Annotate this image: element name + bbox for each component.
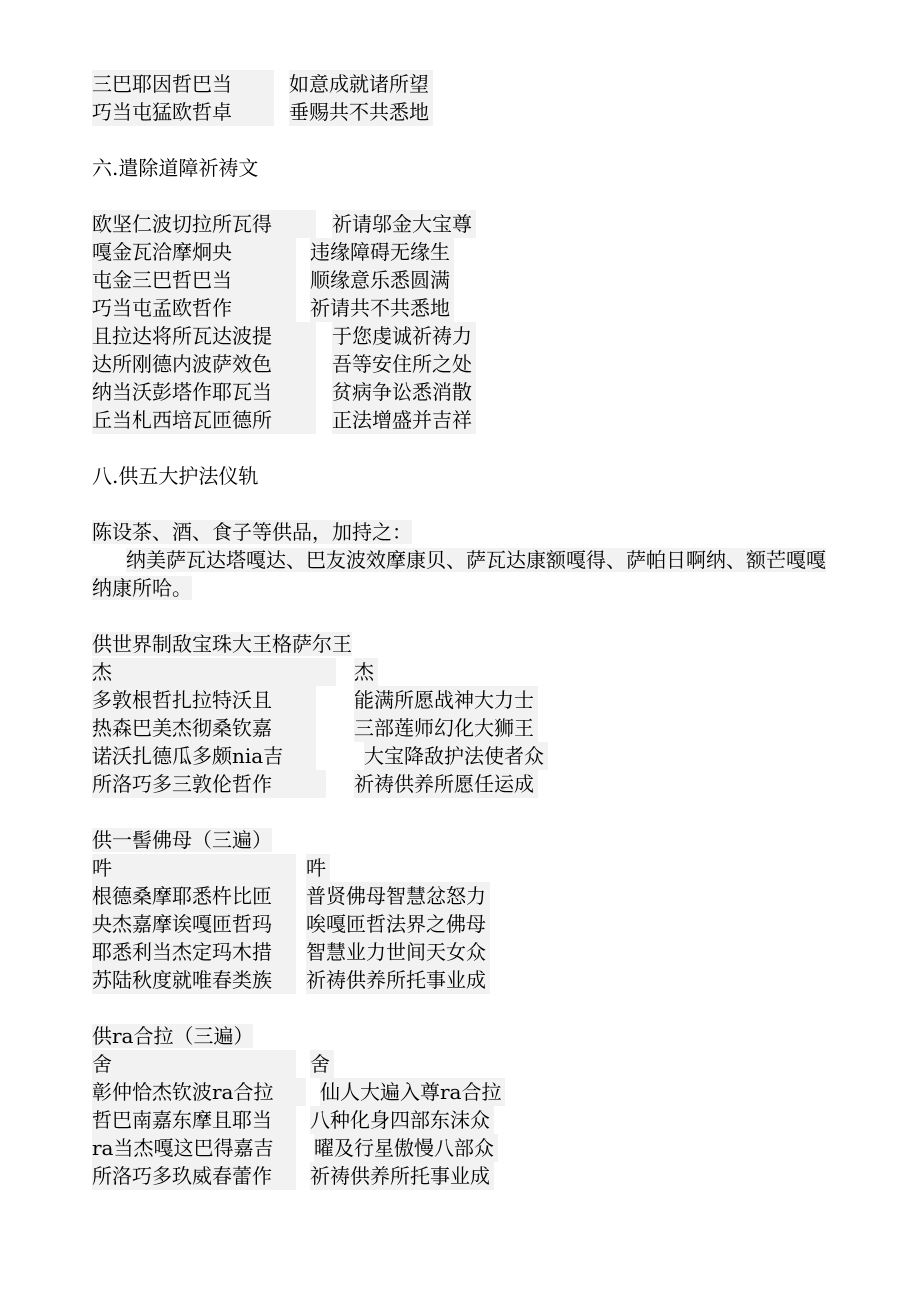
verse-tibetan: 达所刚德内波萨效色 [92,350,316,378]
verse-chinese: 如意成就诸所望 [289,70,433,98]
verse-tibetan: 哲巴南嘉东摩且耶当 [92,1106,296,1134]
seed-syllable: 杰 [354,658,378,686]
verse-line [92,378,892,406]
verse-tibetan: 三巴耶因哲巴当 [92,70,274,98]
verse-line [92,70,892,98]
verse-line [92,210,892,238]
verse-line [92,882,892,910]
verse-chinese: 普贤佛母智慧忿怒力 [306,882,490,910]
verse-line [92,1078,892,1106]
seed-syllable: 舍 [92,1050,296,1078]
verse-tibetan: 央杰嘉摩诶嘎匝哲玛 [92,910,296,938]
section-heading: 八.供五大护法仪轨 [92,464,259,488]
verse-chinese: 仙人大遍入尊ra合拉 [320,1078,505,1106]
seed-syllable-line [92,854,892,882]
verse-line [92,238,892,266]
verse-line [92,686,892,714]
verse-chinese: 吾等安住所之处 [332,350,476,378]
section-heading: 六.遣除道障祈祷文 [92,156,259,180]
verse-tibetan: 巧当屯猛欧哲卓 [92,98,274,126]
document-page [92,70,892,1190]
verse-line [92,350,892,378]
verse-chinese: 能满所愿战神大力士 [354,686,538,714]
verse-tibetan: 彰仲恰杰钦波ra合拉 [92,1078,306,1106]
verse-line [92,266,892,294]
verse-chinese: 祈祷供养所托事业成 [306,966,490,994]
verse-tibetan: 纳当沃彭塔作耶瓦当 [92,378,316,406]
verse-line [92,322,892,350]
verse-line [92,770,892,798]
verse-line [92,1106,892,1134]
verse-tibetan: 根德桑摩耶悉杵比匝 [92,882,296,910]
verse-tibetan: ra当杰嘎这巴得嘉吉 [92,1134,296,1162]
verse-line [92,714,892,742]
seed-syllable: 舍 [310,1050,334,1078]
seed-syllable: 吽 [92,854,296,882]
mantra-paragraph: 纳美萨瓦达塔嘎达、巴友波效摩康贝、萨瓦达康额嘎得、萨帕日啊纳、额芒嘎嘎纳康所哈。 [92,548,826,600]
verse-chinese: 曜及行星傲慢八部众 [314,1134,498,1162]
offering-heading: 供一髻佛母（三遍） [92,828,272,852]
verse-tibetan: 嘎金瓦洽摩炯央 [92,238,296,266]
offering-heading: 供世界制敌宝珠大王格萨尔王 [92,632,352,656]
verse-chinese: 祈请邬金大宝尊 [332,210,476,238]
verse-chinese: 智慧业力世间天女众 [306,938,490,966]
verse-tibetan: 且拉达将所瓦达波提 [92,322,316,350]
verse-tibetan: 所洛巧多三敦伦哲作 [92,770,326,798]
verse-tibetan: 热森巴美杰彻桑钦嘉 [92,714,316,742]
verse-tibetan: 所洛巧多玖威春蕾作 [92,1162,296,1190]
offering-heading: 供ra合拉（三遍） [92,1024,254,1048]
verse-tibetan: 诺沃扎德瓜多颇nia吉 [92,742,316,770]
seed-syllable-line [92,1050,892,1078]
verse-tibetan: 巧当屯孟欧哲作 [92,294,296,322]
verse-chinese: 唉嘎匝哲法界之佛母 [306,910,490,938]
verse-chinese: 垂赐共不共悉地 [289,98,433,126]
verse-tibetan: 耶悉利当杰定玛木措 [92,938,296,966]
verse-line [92,98,892,126]
verse-tibetan: 欧坚仁波切拉所瓦得 [92,210,316,238]
ritual-instruction: 陈设茶、酒、食子等供品，加持之： [92,520,412,544]
verse-line [92,966,892,994]
verse-chinese: 祈祷供养所托事业成 [310,1162,494,1190]
verse-chinese: 祈请共不共悉地 [310,294,454,322]
verse-chinese: 违缘障碍无缘生 [310,238,454,266]
verse-chinese: 大宝降敌护法使者众 [364,742,548,770]
verse-chinese: 于您虔诚祈祷力 [332,322,476,350]
seed-syllable-line [92,658,892,686]
verse-tibetan: 屯金三巴哲巴当 [92,266,296,294]
verse-line [92,1134,892,1162]
verse-chinese: 八种化身四部东沫众 [310,1106,494,1134]
verse-line [92,742,892,770]
seed-syllable: 吽 [306,854,330,882]
verse-tibetan: 多敦根哲扎拉特沃且 [92,686,316,714]
verse-chinese: 正法增盛并吉祥 [332,406,476,434]
verse-chinese: 顺缘意乐悉圆满 [310,266,454,294]
verse-tibetan: 丘当札西培瓦匝德所 [92,406,316,434]
verse-line [92,294,892,322]
verse-line [92,1162,892,1190]
verse-chinese: 贫病争讼悉消散 [332,378,476,406]
verse-chinese: 祈祷供养所愿任运成 [354,770,538,798]
verse-tibetan: 苏陆秋度就唯春类族 [92,966,296,994]
verse-line [92,910,892,938]
verse-line [92,938,892,966]
seed-syllable: 杰 [92,658,336,686]
verse-chinese: 三部莲师幻化大狮王 [354,714,538,742]
verse-line [92,406,892,434]
